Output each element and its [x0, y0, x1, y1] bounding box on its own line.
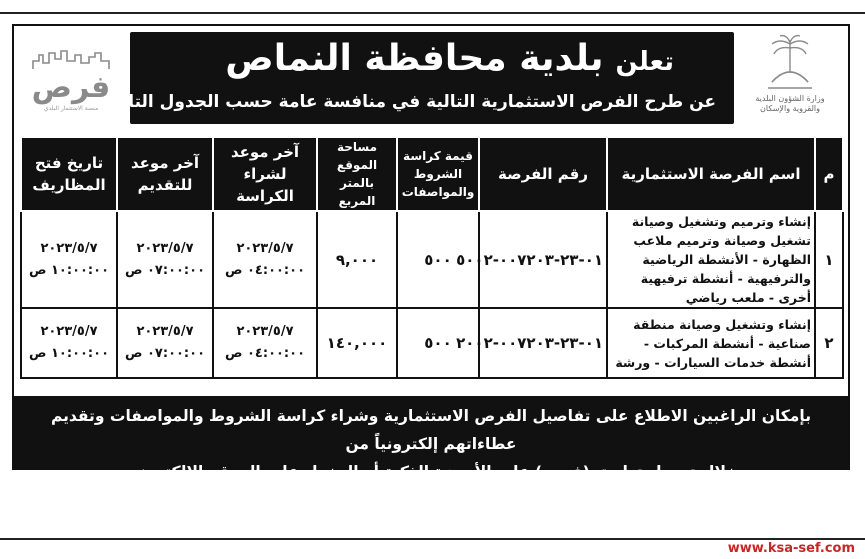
furas-logo [24, 34, 118, 126]
header-opportunity-name: اسم الفرصة الاستثمارية [607, 138, 815, 211]
ministry-name-line2: والقروية والإسكان [760, 104, 820, 113]
ministry-name-line1: وزارة الشؤون البلدية [755, 94, 825, 103]
opening-time: ١٠:٠٠:٠٠ ص [28, 262, 110, 278]
table-row [21, 211, 843, 308]
submit-deadline-time: ٠٧:٠٠:٠٠ ص [124, 262, 206, 278]
header-submit-deadline: آخر موعد للتقديم [117, 138, 213, 211]
opening-date: ٢٠٢٣/٥/٧ [40, 240, 98, 256]
palm-swords-emblem-icon [760, 32, 820, 94]
opening-date: ٢٠٢٣/٥/٧ [40, 324, 98, 339]
table-header-row [21, 138, 843, 211]
row-submit-deadline [117, 211, 213, 308]
instructions-line-2: خلال تحميل تطبيق (فرص) على الأجهزة الذكية أو الدخول على الموقع الالكتروني (https://Furas.momra.gov.sa). [124, 463, 738, 509]
announcement-frame [12, 24, 850, 509]
skyline-icon [31, 49, 111, 71]
row-submit-deadline [117, 308, 213, 378]
booklet-deadline-date: ٢٠٢٣/٥/٧ [236, 240, 294, 256]
row-booklet-deadline [213, 211, 317, 308]
table-row [21, 308, 843, 378]
row-opportunity-name: إنشاء وترميم وتشغيل وصيانة تشغيل وصيانة وترميم ملاعب الظهارة - الأنشطة الرياضية والترفيهية - أنشطة ترفيهية أخرى - ملعب رياضي [607, 211, 815, 308]
row-booklet-deadline [213, 308, 317, 378]
instructions-banner [14, 396, 848, 509]
row-index: ١ [815, 211, 843, 308]
booklet-deadline-time: ٠٤:٠٠:٠٠ ص [224, 346, 306, 361]
source-watermark: www.ksa-sef.com [727, 541, 855, 556]
title-line [225, 38, 674, 79]
ministry-logo [742, 32, 838, 128]
title-banner [97, 32, 734, 124]
row-site-area: ٩,٠٠٠ [317, 211, 397, 308]
municipality-name: بلدية محافظة النماص [225, 38, 604, 79]
announces-word: تعلن [615, 47, 674, 77]
row-opening-date [21, 211, 117, 308]
header-opportunity-number: رقم الفرصة [479, 138, 607, 211]
row-opportunity-name: إنشاء وتشغيل وصيانة منطقة صناعية - أنشطة المركبات - أنشطة خدمات السيارات - ورشة [607, 308, 815, 378]
instructions-line-1: بإمكان الراغبين الاطلاع على تفاصيل الفرص الاستثمارية وشراء كراسة الشروط والمواصفات وتقديم عطاءاتهم إلكترونياً من [50, 407, 812, 453]
bottom-rule [0, 538, 865, 540]
furas-logo-subtitle: منصة الاستثمار البلدي [43, 104, 99, 112]
opportunities-table [20, 138, 844, 379]
row-opportunity-number: ٠١-٢٣-٠٠٧٢٠٣-٢٠٠٢ [479, 308, 607, 378]
header-index: م [815, 138, 843, 211]
row-site-area: ١٤٠,٠٠٠ [317, 308, 397, 378]
opening-time: ١٠:٠٠:٠٠ ص [28, 346, 110, 361]
header-opening-date: تاريخ فتح المظاريف [21, 138, 117, 211]
submit-deadline-date: ٢٠٢٣/٥/٧ [136, 324, 194, 339]
top-rule [0, 12, 865, 14]
row-opportunity-number: ٠١-٢٣-٠٠٧٢٠٣-٥٠٠٢ [479, 211, 607, 308]
submit-deadline-date: ٢٠٢٣/٥/٧ [136, 240, 194, 256]
header-booklet-deadline: آخر موعد لشراء الكراسة [213, 138, 317, 211]
row-opening-date [21, 308, 117, 378]
booklet-deadline-time: ٠٤:٠٠:٠٠ ص [224, 262, 306, 278]
announcement-subtitle: عن طرح الفرص الاستثمارية التالية في منافسة عامة حسب الجدول التالي: [97, 92, 716, 112]
header-site-area: مساحة الموقع بالمتر المربع [317, 138, 397, 211]
announcement-header [14, 26, 848, 136]
booklet-deadline-date: ٢٠٢٣/٥/٧ [236, 324, 294, 339]
header-booklet-price: قيمة كراسة الشروط والمواصفات [397, 138, 479, 211]
submit-deadline-time: ٠٧:٠٠:٠٠ ص [124, 346, 206, 361]
furas-logo-text: فرص [31, 69, 111, 105]
row-booklet-price: ٥٠٠ [397, 308, 479, 378]
row-booklet-price: ٥٠٠ [397, 211, 479, 308]
row-index: ٢ [815, 308, 843, 378]
